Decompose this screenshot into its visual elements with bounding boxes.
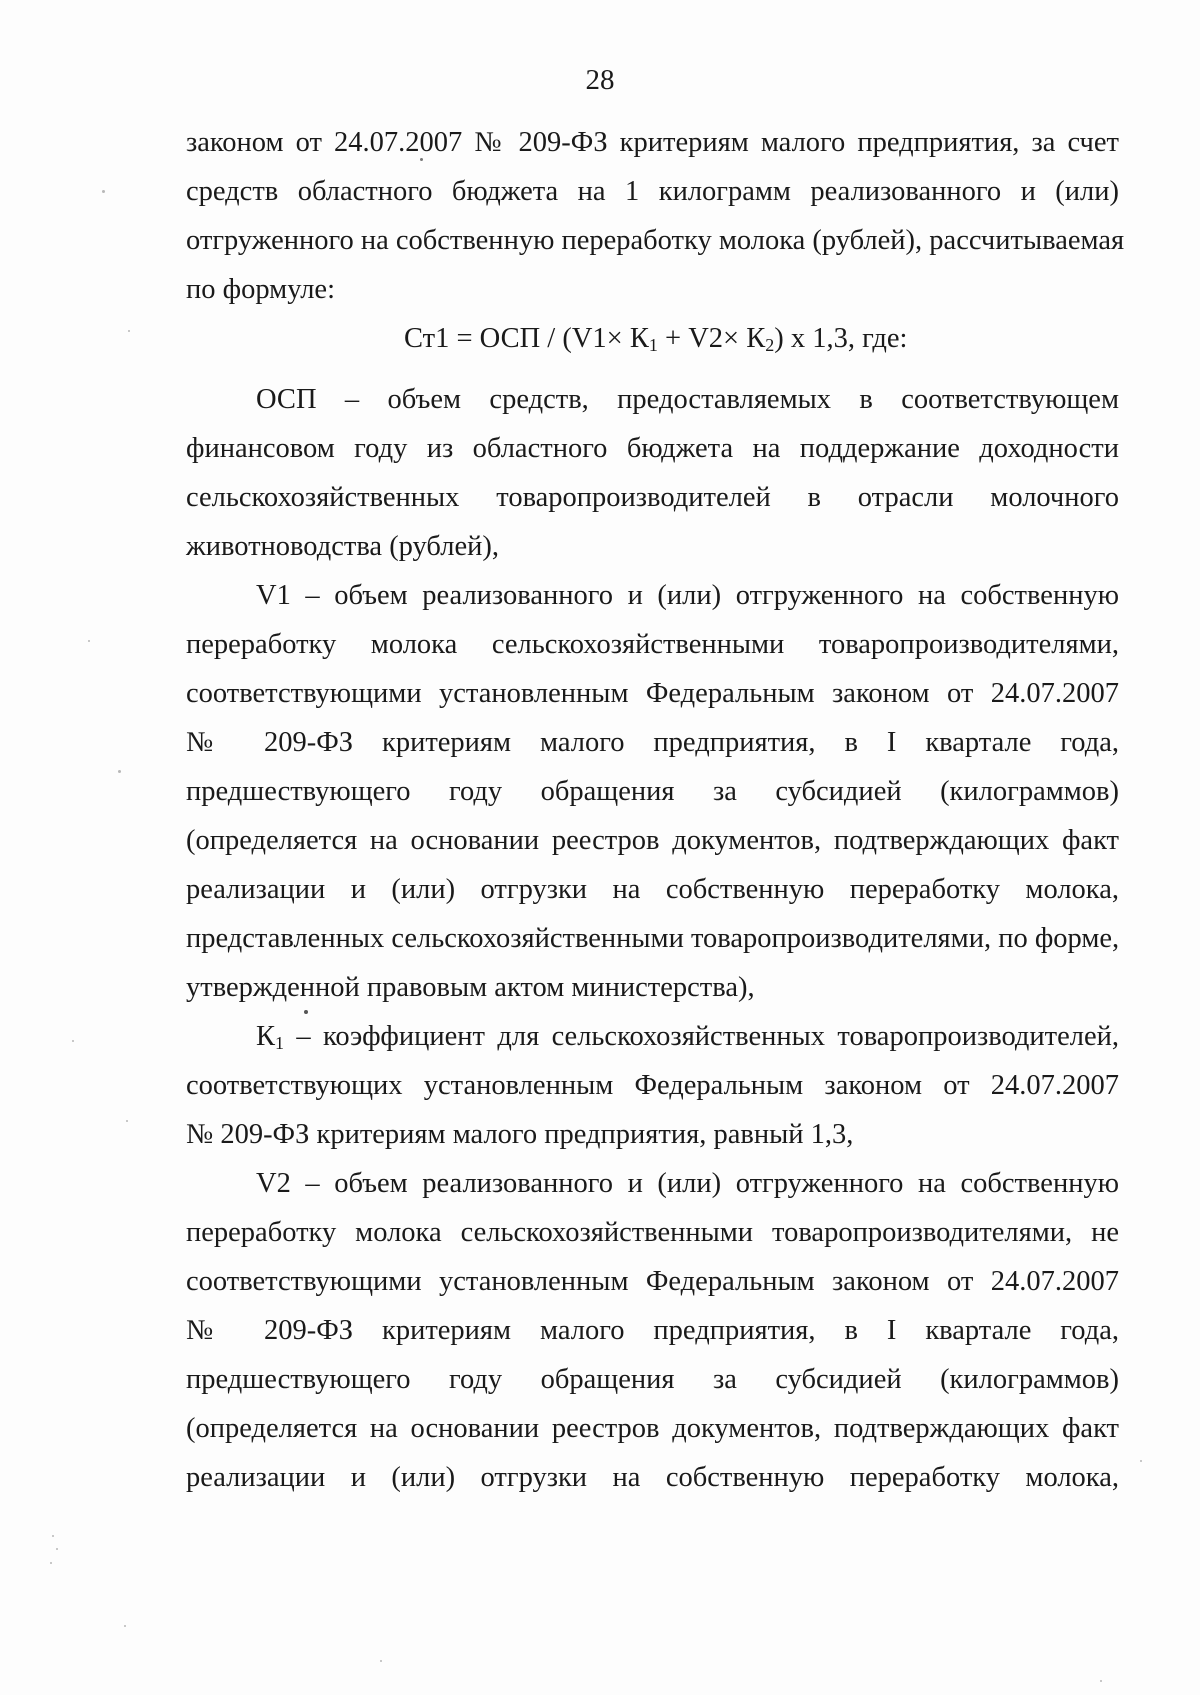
text-line: животноводства (рублей), (186, 531, 499, 562)
text-line: соответствующих установленным Федеральным законом от 24.07.2007 (186, 1070, 1119, 1101)
scan-speck (1100, 1680, 1102, 1682)
text-line: № 209-ФЗ критериям малого предприятия, в I квартале года, (186, 727, 1119, 758)
scan-speck (88, 640, 90, 642)
text-line: № 209-ФЗ критериям малого предприятия, равный 1,3, (186, 1119, 854, 1150)
text-line: предшествующего году обращения за субсидией (килограммов) (186, 776, 1119, 807)
text-line: реализации и (или) отгрузки на собственную переработку молока, (186, 1462, 1119, 1493)
coefficient-subscript: 1 (275, 1033, 285, 1053)
scan-speck (126, 1120, 128, 1122)
scan-speck (56, 1548, 58, 1550)
text-line: финансовом году из областного бюджета на поддержание доходности (186, 433, 1119, 464)
document-body (186, 118, 1125, 1502)
text-line: утвержденной правовым актом министерства), (186, 972, 755, 1003)
text-line: представленных сельскохозяйственными товаропроизводителями, по форме, (186, 923, 1120, 954)
text-line: предшествующего году обращения за субсидией (килограммов) (186, 1364, 1119, 1395)
scan-speck (50, 1562, 52, 1564)
paragraph-first-line (186, 1012, 1119, 1061)
scan-speck (118, 770, 121, 773)
scan-speck (128, 330, 130, 332)
coefficient-symbol: К (256, 1021, 276, 1052)
formula-part: Ст1 = ОСП / (V1× К (404, 323, 649, 354)
text-line: (определяется на основании реестров документов, подтверждающих факт (186, 1413, 1119, 1444)
text-line: сельскохозяйственных товаропроизводителей в отрасли молочного (186, 482, 1119, 513)
scan-speck (72, 1040, 74, 1042)
scan-speck (102, 190, 105, 193)
scan-speck (1140, 1460, 1142, 1462)
scan-speck (420, 158, 423, 161)
text-line: соответствующими установленным Федеральным законом от 24.07.2007 (186, 1266, 1119, 1297)
text-line: № 209-ФЗ критериям малого предприятия, в I квартале года, (186, 1315, 1119, 1346)
page-number: 28 (585, 64, 615, 96)
text-line: законом от 24.07.2007 № 209-ФЗ критериям малого предприятия, за счет (186, 127, 1119, 158)
text-span: – коэффициент для сельскохозяйственных товаропроизводителей, (284, 1021, 1119, 1052)
text-line: (определяется на основании реестров документов, подтверждающих факт (186, 825, 1119, 856)
formula-subscript: 1 (648, 335, 658, 355)
formula (186, 314, 1119, 363)
text-line: переработку молока сельскохозяйственными товаропроизводителями, (186, 629, 1119, 660)
text-line: реализации и (или) отгрузки на собственную переработку молока, (186, 874, 1119, 905)
paragraph-first-line: ОСП – объем средств, предоставляемых в соответствующем (256, 384, 1119, 415)
paragraph-first-line: V2 – объем реализованного и (или) отгруженного на собственную (256, 1168, 1119, 1199)
paragraph-first-line: V1 – объем реализованного и (или) отгруженного на собственную (256, 580, 1119, 611)
scan-speck (124, 1625, 126, 1627)
formula-subscript: 2 (765, 335, 775, 355)
formula-part: ) х 1,3, где: (774, 323, 908, 354)
text-line: переработку молока сельскохозяйственными товаропроизводителями, не (186, 1217, 1119, 1248)
scan-speck (380, 1660, 382, 1662)
text-line: соответствующими установленным Федеральным законом от 24.07.2007 (186, 678, 1119, 709)
scan-speck (304, 1010, 308, 1014)
text-line: средств областного бюджета на 1 килограмм реализованного и (или) (186, 176, 1119, 207)
text-line: по формуле: (186, 274, 335, 305)
formula-part: + V2× К (657, 323, 766, 354)
text-line: отгруженного на собственную переработку молока (рублей), рассчитываемая (186, 225, 1125, 256)
scan-speck (52, 1535, 54, 1537)
